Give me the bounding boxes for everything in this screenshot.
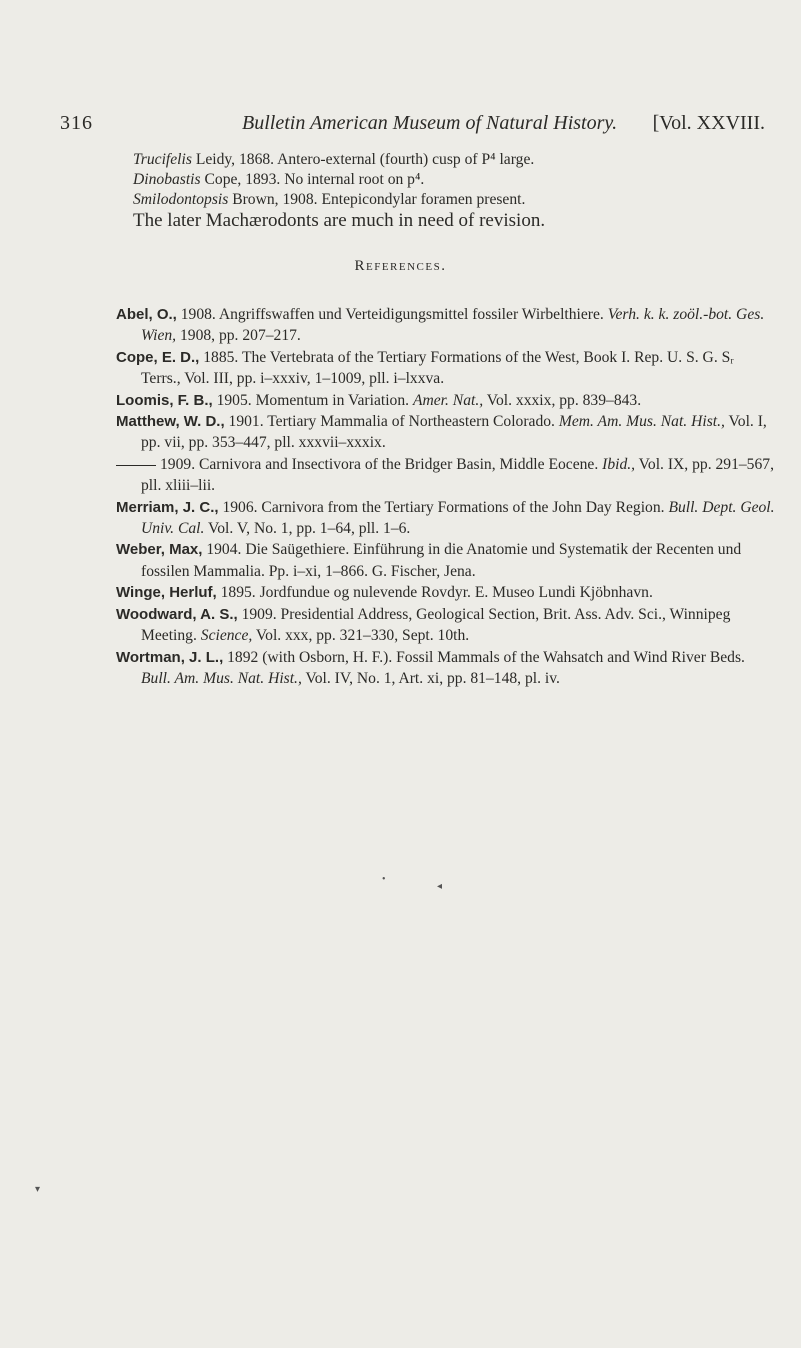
reference-publication: Ibid., — [602, 455, 636, 473]
reference-publication: Bull. Dept. Geol. Univ. Cal. — [141, 498, 775, 538]
reference-author: Cope, E. D., — [116, 348, 200, 366]
reference-details: Vol. IV, No. 1, Art. xi, pp. 81–148, pl. iv. — [301, 669, 560, 687]
genus-note-text: Cope, 1893. No internal root on p⁴. — [200, 171, 425, 188]
reference-author: Wortman, J. L., — [116, 648, 224, 666]
reference-text: 1895. Jordfundue og nulevende Rovdyr. E. Museo Lundi Kjöbnhavn. — [216, 584, 653, 602]
reference-publication: Mem. Am. Mus. Nat. Hist., — [558, 413, 725, 431]
reference-publication: Bull. Am. Mus. Nat. Hist., — [141, 669, 302, 687]
volume-label: [Vol. XXVIII. — [652, 112, 765, 134]
reference-details: Vol. I, pp. vii, pp. 353–447, pll. xxxvii–xxxix. — [141, 413, 767, 452]
print-speck: • — [382, 874, 386, 885]
reference-entry — [116, 604, 776, 647]
reference-author: Abel, O., — [116, 306, 177, 323]
reference-entry — [116, 539, 776, 582]
references-list — [116, 304, 776, 689]
revision-statement: The later Machærodonts are much in need of revision. — [133, 210, 546, 231]
reference-entry — [116, 304, 776, 347]
genus-note — [133, 190, 773, 210]
reference-entry — [116, 454, 776, 497]
genus-note-text: Brown, 1908. Entepicondylar foramen present. — [228, 191, 526, 208]
reference-publication: Science, — [200, 627, 253, 645]
reference-author: Weber, Max, — [116, 541, 203, 559]
reference-author: Winge, Herluf, — [116, 584, 217, 602]
page-number: 316 — [60, 112, 93, 134]
genus-note — [133, 170, 773, 190]
reference-text: 1892 (with Osborn, H. F.). Fossil Mammals of the Wahsatch and Wind River Beds. — [223, 648, 745, 666]
reference-text: 1909. Presidential Address, Geological Section, Brit. Ass. Adv. Sci., Winnipeg Meeting. — [141, 605, 731, 645]
reference-author: Woodward, A. S., — [116, 605, 238, 623]
print-speck: ▾ — [35, 1184, 41, 1195]
genus-notes — [133, 150, 773, 210]
references-heading: References. — [354, 258, 447, 274]
ditto-dash — [116, 465, 156, 466]
genus-name: Smilodontopsis — [133, 191, 229, 208]
reference-text: 1905. Momentum in Variation. — [212, 391, 413, 409]
reference-entry — [116, 497, 776, 540]
reference-publication: Amer. Nat., — [412, 391, 484, 409]
reference-details: Vol. IX, pp. 291–567, pll. xliii–lii. — [141, 455, 774, 495]
genus-name: Trucifelis — [133, 151, 192, 168]
reference-entry — [116, 411, 776, 454]
genus-note — [133, 150, 773, 170]
reference-entry — [116, 647, 776, 690]
reference-entry — [116, 582, 776, 603]
genus-name: Dinobastis — [133, 171, 201, 188]
reference-details: Vol. xxxix, pp. 839–843. — [483, 391, 642, 409]
genus-note-text: Leidy, 1868. Antero-external (fourth) cusp of P⁴ large. — [191, 151, 535, 168]
running-head — [60, 112, 765, 142]
reference-entry — [116, 347, 776, 390]
reference-publication: Verh. k. k. zoöl.-bot. Ges. Wien, — [141, 306, 765, 345]
print-speck: ◂ — [437, 881, 443, 892]
reference-text: 1901. Tertiary Mammalia of Northeastern Colorado. — [224, 413, 559, 431]
reference-text: 1885. The Vertebrata of the Tertiary Formations of the West, Book I. Rep. U. S. G. Sᵣ Terrs., Vol. III, pp. i–xxxiv, 1–1009, pll. i–lxxva. — [141, 348, 734, 388]
reference-details: Vol. V, No. 1, pp. 1–64, pll. 1–6. — [204, 520, 411, 538]
reference-text: 1908. Angriffswaffen und Verteidigungsmittel fossiler Wirbelthiere. — [176, 306, 608, 323]
journal-title: Bulletin American Museum of Natural History. — [242, 112, 618, 134]
reference-details: Vol. xxx, pp. 321–330, Sept. 10th. — [252, 627, 470, 645]
reference-author: Matthew, W. D., — [116, 413, 225, 431]
reference-text: 1904. Die Saügethiere. Einführung in die Anatomie und Systematik der Recenten und fossilen Mammalia. Pp. i–xi, 1–866. G. Fischer, Jena. — [141, 541, 742, 580]
reference-entry — [116, 390, 776, 411]
reference-text: 1906. Carnivora from the Tertiary Formations of the John Day Region. — [218, 498, 669, 516]
reference-author: Loomis, F. B., — [116, 391, 213, 409]
reference-text: 1909. Carnivora and Insectivora of the Bridger Basin, Middle Eocene. — [160, 455, 603, 473]
reference-author: Merriam, J. C., — [116, 498, 219, 516]
reference-details: 1908, pp. 207–217. — [176, 327, 301, 345]
